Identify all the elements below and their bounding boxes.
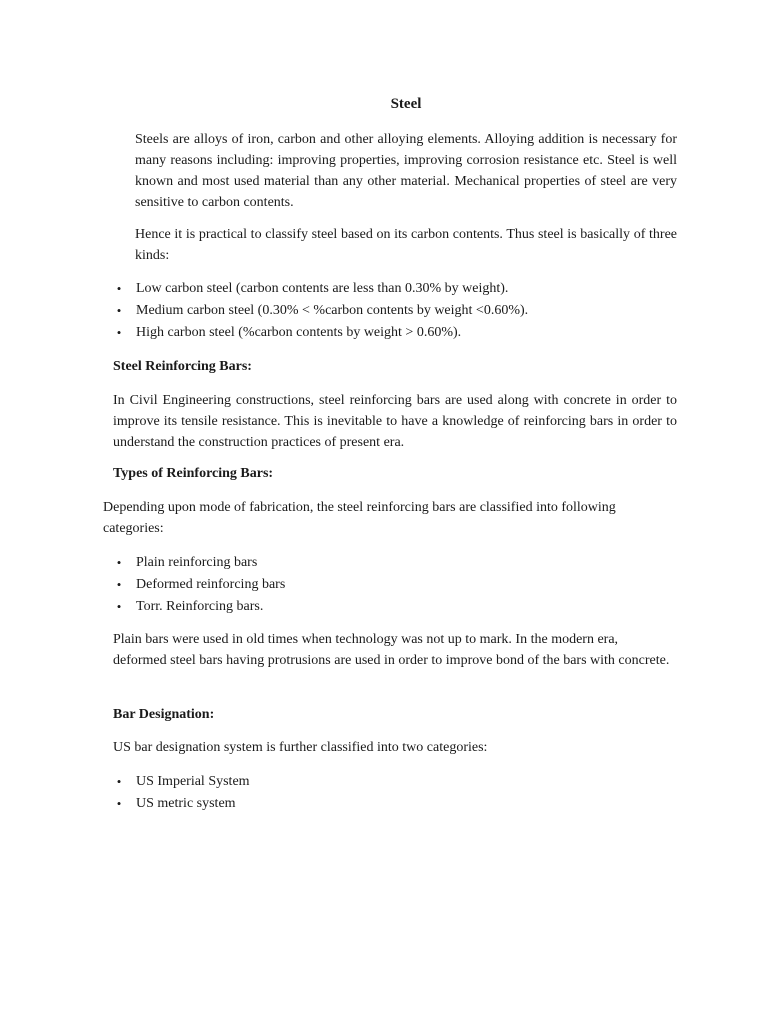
list-item: [113, 322, 673, 344]
bar-types-list: [113, 552, 673, 618]
list-item-text: Plain reinforcing bars: [136, 555, 258, 570]
intro-paragraph-2: Hence it is practical to classify steel based on its carbon contents. Thus steel is basically of three kinds:: [135, 227, 677, 263]
bullet-icon: •: [116, 281, 122, 296]
list-item-text: Low carbon steel (carbon contents are less than 0.30% by weight).: [136, 281, 509, 296]
bullet-icon: •: [116, 577, 122, 592]
intro-paragraph-1: Steels are alloys of iron, carbon and other alloying elements. Alloying addition is necessary for many reasons including: improving properties, improving corrosion resistance etc. Steel is well known and most used material than any other material. Mechanical properties of steel are very sensitive to carbon contents.: [135, 132, 677, 210]
list-item: [113, 574, 673, 596]
section-heading-reinforcing: Steel Reinforcing Bars:: [113, 359, 252, 374]
list-item: [113, 278, 673, 300]
list-item-text: US Imperial System: [136, 774, 250, 789]
types-paragraph: Depending upon mode of fabrication, the steel reinforcing bars are classified into following categories:: [103, 500, 616, 536]
section-heading-types: Types of Reinforcing Bars:: [113, 466, 274, 481]
list-item-text: US metric system: [136, 796, 236, 811]
list-item: [113, 793, 673, 815]
list-item: [113, 552, 673, 574]
document-title: Steel: [390, 96, 422, 112]
list-item-text: Medium carbon steel (0.30% < %carbon contents by weight <0.60%).: [136, 303, 529, 318]
designation-list: [113, 771, 673, 815]
steel-kinds-list: [113, 278, 673, 344]
list-item-text: Deformed reinforcing bars: [136, 577, 286, 592]
designation-paragraph: US bar designation system is further classified into two categories:: [113, 740, 488, 755]
reinforcing-paragraph: In Civil Engineering constructions, steel reinforcing bars are used along with concrete in order to improve its tensile resistance. This is inevitable to have a knowledge of reinforcing bars in order to understand the construction practices of present era.: [113, 393, 677, 450]
bullet-icon: •: [116, 303, 122, 318]
list-item-text: Torr. Reinforcing bars.: [136, 599, 264, 614]
list-item: [113, 596, 673, 618]
bullet-icon: •: [116, 774, 122, 789]
list-item: [113, 771, 673, 793]
bullet-icon: •: [116, 796, 122, 811]
section-heading-designation: Bar Designation:: [113, 707, 215, 722]
list-item-text: High carbon steel (%carbon contents by weight > 0.60%).: [136, 325, 462, 340]
plain-bars-paragraph: Plain bars were used in old times when technology was not up to mark. In the modern era, deformed steel bars having protrusions are used in order to improve bond of the bars with concrete.: [113, 632, 670, 668]
bullet-icon: •: [116, 555, 122, 570]
bullet-icon: •: [116, 599, 122, 614]
bullet-icon: •: [116, 325, 122, 340]
list-item: [113, 300, 673, 322]
